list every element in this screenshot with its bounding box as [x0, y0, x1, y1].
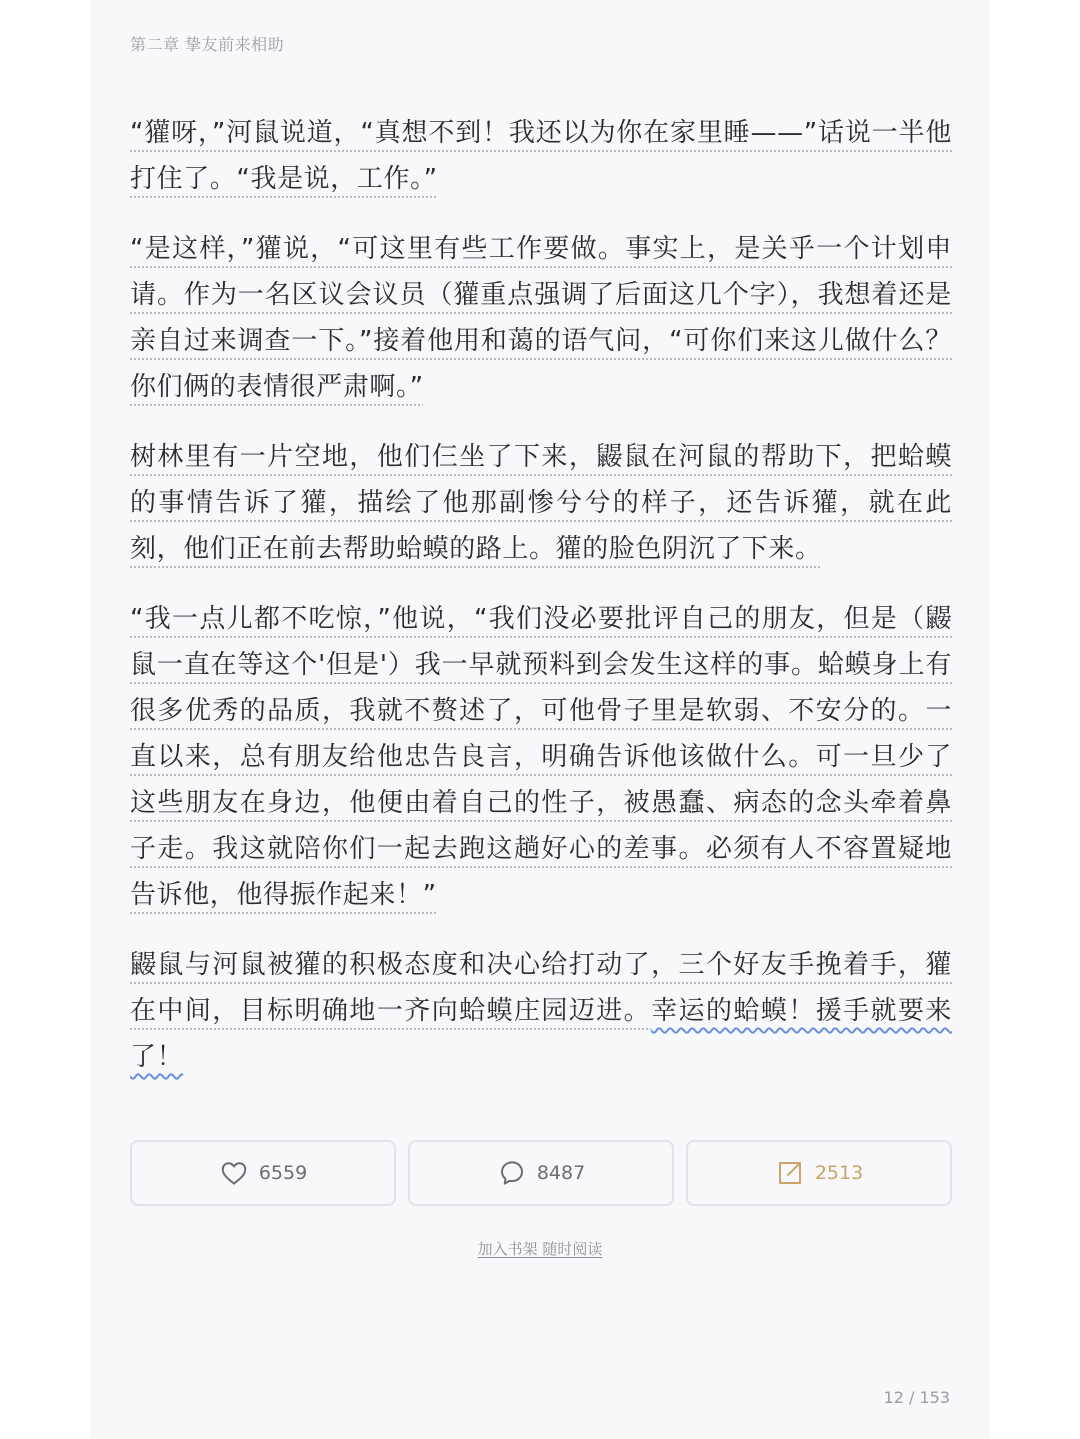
share-count: 2513: [814, 1162, 864, 1184]
like-count: 6559: [258, 1162, 308, 1184]
annotated-text[interactable]: 鼹鼠与河鼠被獾的积极态度和决心给打动了，三个好友手挽着手，獾在中间，目标明确地一齐向蛤蟆庄园迈进。: [130, 950, 952, 1026]
paragraph: [130, 942, 952, 1080]
add-to-bookshelf-link[interactable]: 加入书架 随时阅读: [477, 1240, 603, 1258]
heart-icon: [219, 1158, 249, 1188]
paragraph: [130, 434, 952, 572]
page-indicator: 12 / 153: [883, 1388, 950, 1407]
paragraph: [130, 110, 952, 202]
annotated-text[interactable]: “我一点儿都不吃惊，”他说，“我们没必要批评自己的朋友，但是（鼹鼠一直在等这个'但是'）我一早就预料到会发生这样的事。蛤蟆身上有很多优秀的品质，我就不赘述了，可他骨子里是软弱、不安分的。一直以来，总有朋友给他忠告良言，明确告诉他该做什么。可一旦少了这些朋友在身边，他便由着自己的性子，被愚蠢、病态的念头牵着鼻子走。我这就陪你们一起去跑这趟好心的差事。必须有人不容置疑地告诉他，他得振作起来！”: [130, 604, 952, 910]
comment-count: 8487: [536, 1162, 586, 1184]
chapter-title: 第二章 挚友前来相助: [130, 35, 285, 54]
comment-button[interactable]: [408, 1140, 674, 1206]
highlighted-text[interactable]: 幸运的蛤蟆！援手就要来了！: [130, 996, 952, 1072]
share-button[interactable]: [686, 1140, 952, 1206]
paragraph: [130, 596, 952, 918]
comment-icon: [497, 1158, 527, 1188]
share-icon: [775, 1158, 805, 1188]
chapter-content: [130, 110, 952, 1104]
annotated-text[interactable]: 树林里有一片空地，他们仨坐了下来，鼹鼠在河鼠的帮助下，把蛤蟆的事情告诉了獾，描绘了他那副惨兮兮的样子，还告诉獾，就在此刻，他们正在前去帮助蛤蟆的路上。獾的脸色阴沉了下来。: [130, 442, 952, 564]
like-button[interactable]: [130, 1140, 396, 1206]
annotated-text[interactable]: “是这样，”獾说，“可这里有些工作要做。事实上，是关乎一个计划申请。作为一名区议会议员（獾重点强调了后面这几个字），我想着还是亲自过来调查一下。”接着他用和蔼的语气问，“可你们来这儿做什么？你们俩的表情很严肃啊。”: [130, 234, 952, 402]
paragraph: [130, 226, 952, 410]
action-bar: [130, 1140, 952, 1208]
reader-page: [90, 0, 990, 1439]
annotated-text[interactable]: “獾呀，”河鼠说道，“真想不到！我还以为你在家里睡——”话说一半他打住了。“我是说，工作。”: [130, 118, 952, 194]
